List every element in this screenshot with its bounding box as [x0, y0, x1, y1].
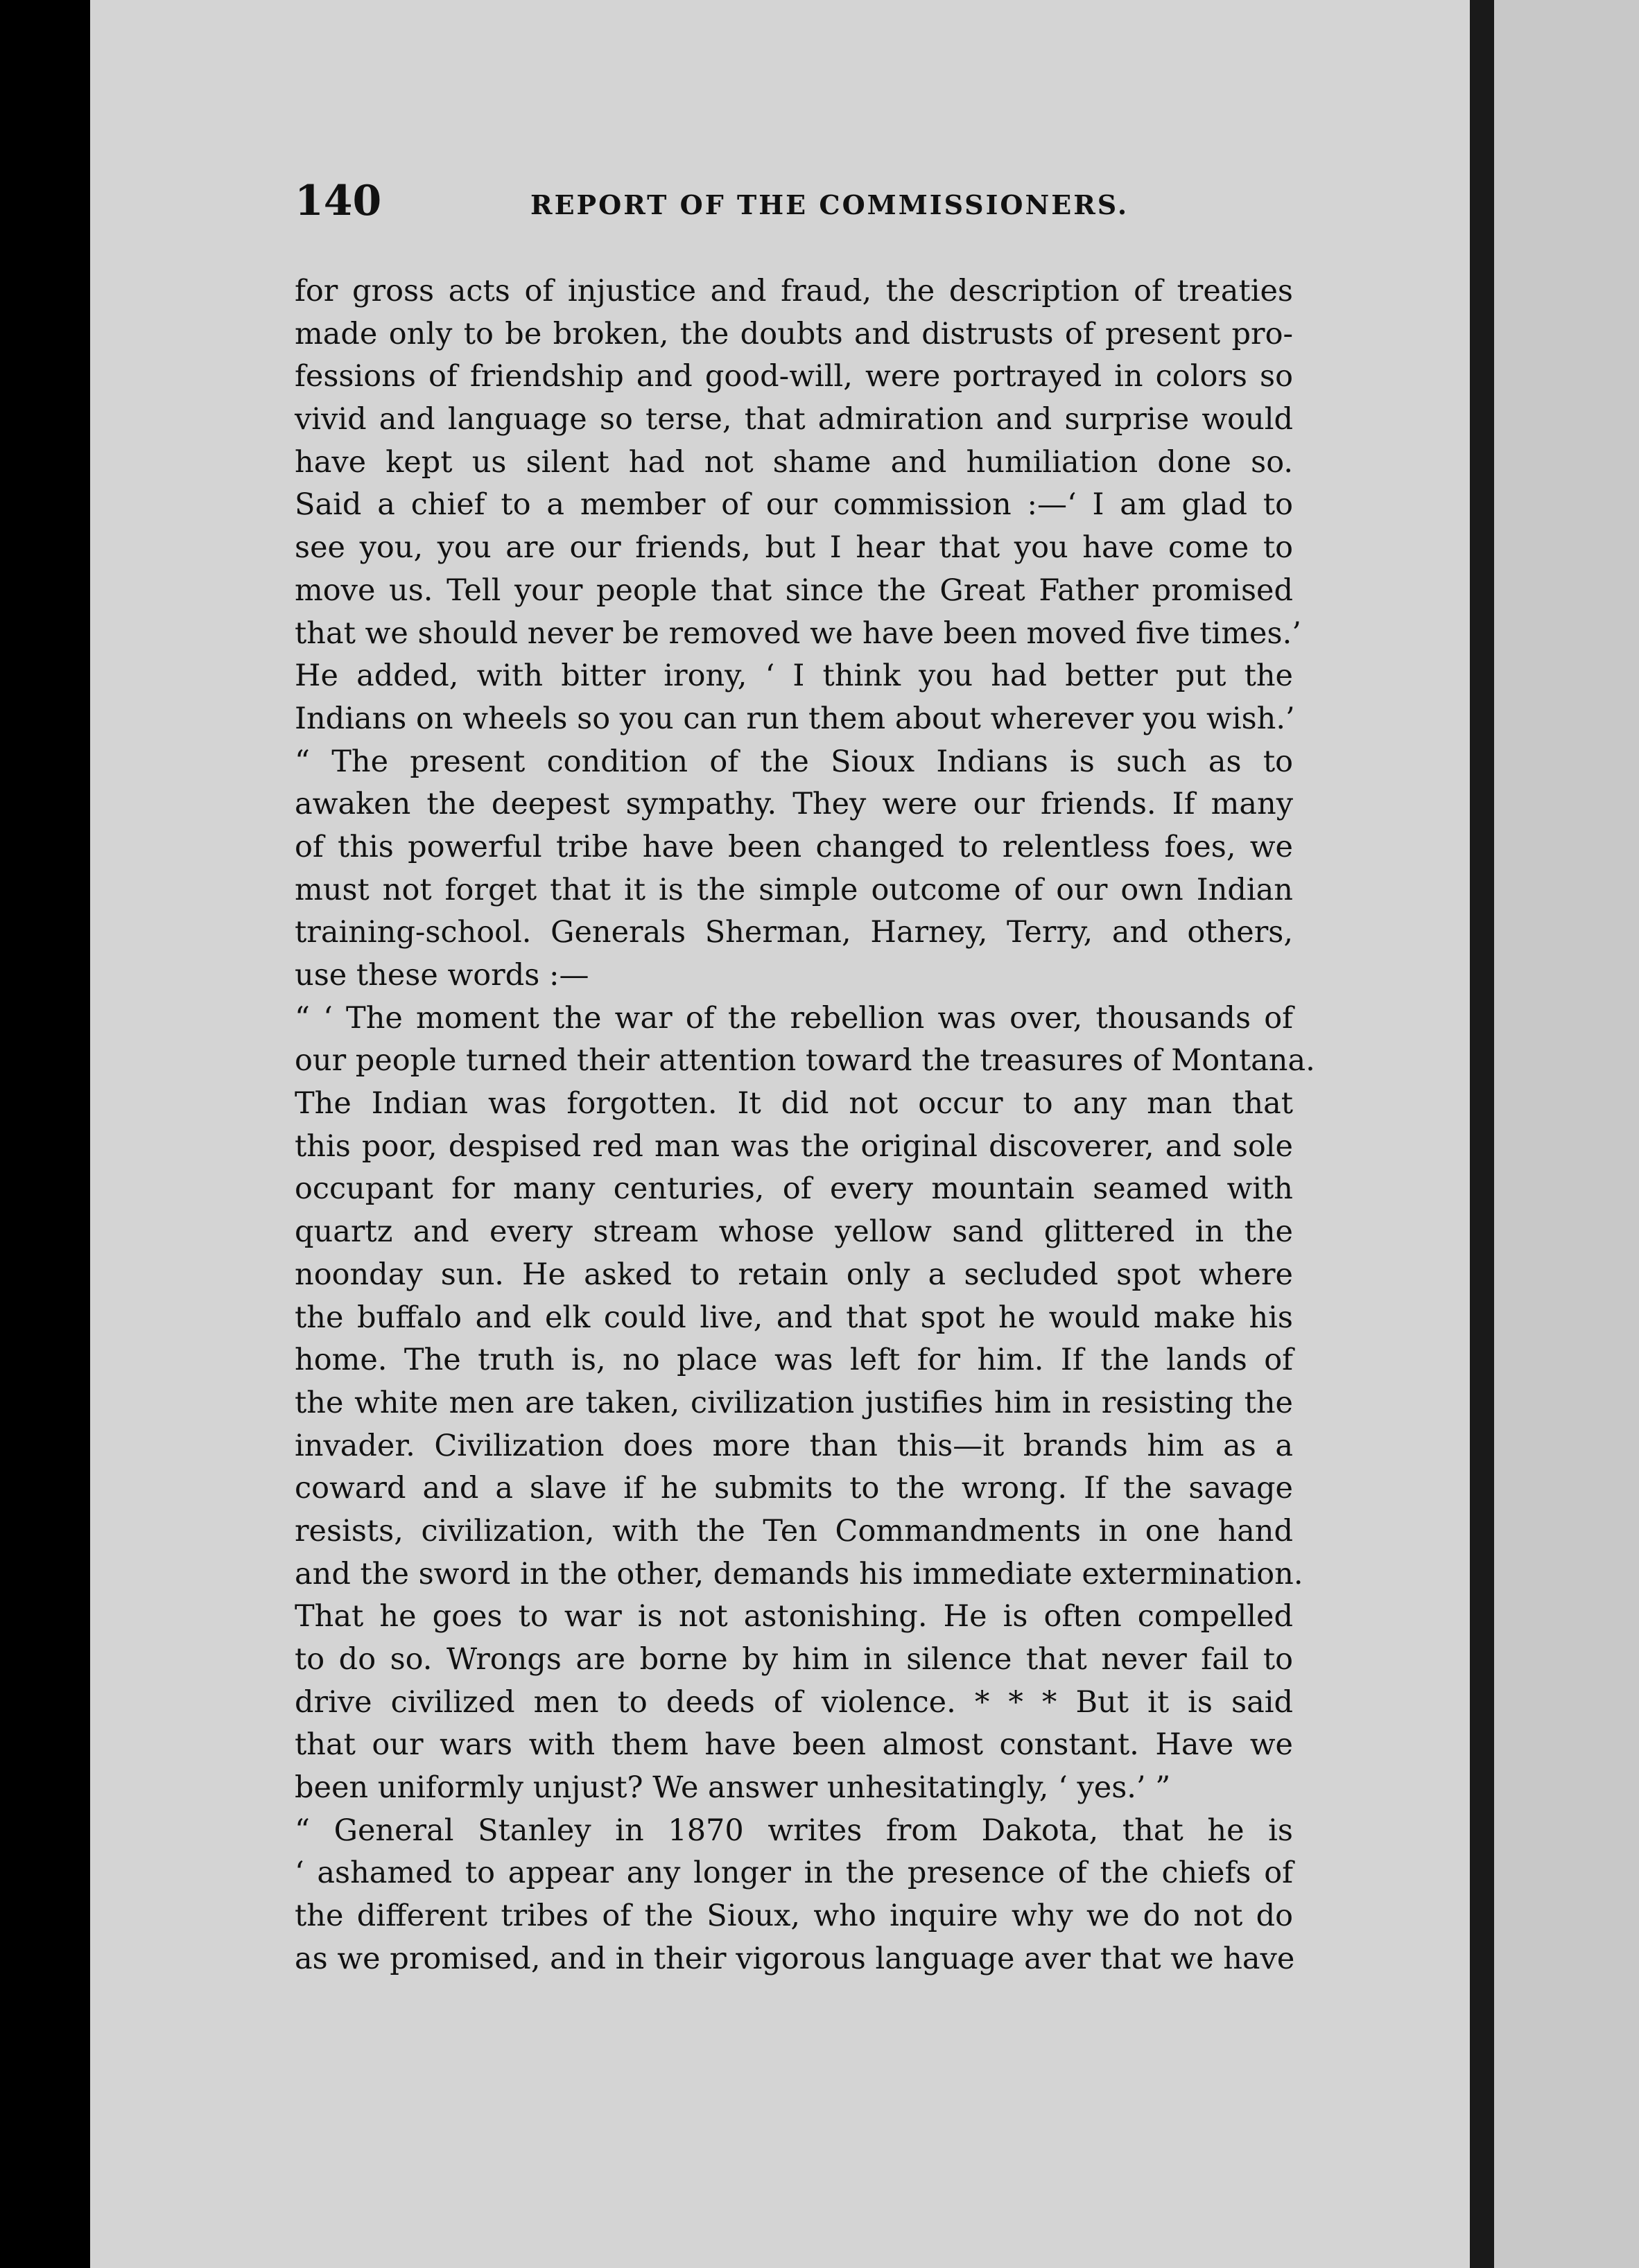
- text-line: made only to be broken, the doubts and distrusts of present pro-: [295, 316, 1293, 351]
- page-header: [295, 177, 1307, 239]
- text-line: “ General Stanley in 1870 writes from Dakota, that he is: [295, 1813, 1293, 1848]
- text-line: our people turned their attention toward the treasures of Montana.: [295, 1043, 1315, 1079]
- page-number: 140: [295, 177, 382, 225]
- text-line: the different tribes of the Sioux, who inquire why we do not do: [295, 1899, 1293, 1934]
- body-text: [295, 270, 1315, 1981]
- text-line: drive civilized men to deeds of violence. * * * But it is said: [295, 1684, 1293, 1720]
- text-line: that our wars with them have been almost constant. Have we: [295, 1727, 1293, 1763]
- page-gutter: [1470, 0, 1494, 2268]
- text-line: home. The truth is, no place was left for him. If the lands of: [295, 1343, 1293, 1378]
- text-line: see you, you are our friends, but I hear that you have come to: [295, 530, 1293, 566]
- facing-page-edge: [1494, 0, 1639, 2268]
- scan-left-margin: [0, 0, 90, 2268]
- text-line: this poor, despised red man was the original discoverer, and sole: [295, 1128, 1293, 1164]
- text-line: fessions of friendship and good-will, were portrayed in colors so: [295, 359, 1293, 394]
- text-line: and the sword in the other, demands his immediate extermination.: [295, 1556, 1303, 1591]
- text-line: quartz and every stream whose yellow sand glittered in the: [295, 1214, 1293, 1250]
- running-head: REPORT OF THE COMMISSIONERS.: [530, 189, 1129, 220]
- text-line: Said a chief to a member of our commission :—‘ I am glad to: [295, 487, 1293, 523]
- text-line: “ ‘ The moment the war of the rebellion was over, thousands of: [295, 1000, 1293, 1036]
- text-line: move us. Tell your people that since the Great Father promised: [295, 573, 1293, 608]
- text-line: the white men are taken, civilization justifies him in resisting the: [295, 1385, 1293, 1420]
- text-line: the buffalo and elk could live, and that spot he would make his: [295, 1300, 1293, 1335]
- text-line: must not forget that it is the simple outcome of our own Indian: [295, 872, 1293, 907]
- text-line: use these words :—: [295, 958, 589, 993]
- text-line: been uniformly unjust? We answer unhesitatingly, ‘ yes.’ ”: [295, 1770, 1171, 1806]
- text-line: as we promised, and in their vigorous language aver that we have: [295, 1941, 1295, 1976]
- text-line: training-school. Generals Sherman, Harney, Terry, and others,: [295, 915, 1293, 950]
- text-line: vivid and language so terse, that admiration and surprise would: [295, 402, 1293, 437]
- text-line: that we should never be removed we have been moved five times.’: [295, 616, 1301, 651]
- text-line: Indians on wheels so you can run them about wherever you wish.’: [295, 701, 1295, 736]
- text-line: “ The present condition of the Sioux Indians is such as to: [295, 744, 1293, 779]
- text-line: He added, with bitter irony, ‘ I think you had better put the: [295, 658, 1293, 694]
- text-line: noonday sun. He asked to retain only a secluded spot where: [295, 1257, 1293, 1292]
- text-line: awaken the deepest sympathy. They were our friends. If many: [295, 787, 1293, 822]
- text-line: have kept us silent had not shame and humiliation done so.: [295, 444, 1293, 480]
- text-line: for gross acts of injustice and fraud, the description of treaties: [295, 274, 1293, 308]
- text-line: to do so. Wrongs are borne by him in silence that never fail to: [295, 1642, 1293, 1677]
- text-line: resists, civilization, with the Ten Commandments in one hand: [295, 1513, 1293, 1549]
- text-line: The Indian was forgotten. It did not occur to any man that: [295, 1086, 1293, 1122]
- text-line: occupant for many centuries, of every mountain seamed with: [295, 1171, 1293, 1207]
- text-line: invader. Civilization does more than this—it brands him as a: [295, 1428, 1293, 1463]
- text-line: That he goes to war is not astonishing. He is often compelled: [295, 1599, 1293, 1634]
- text-line: ‘ ashamed to appear any longer in the presence of the chiefs of: [295, 1856, 1293, 1891]
- text-line: of this powerful tribe have been changed to relentless foes, we: [295, 829, 1293, 864]
- text-line: coward and a slave if he submits to the wrong. If the savage: [295, 1471, 1293, 1506]
